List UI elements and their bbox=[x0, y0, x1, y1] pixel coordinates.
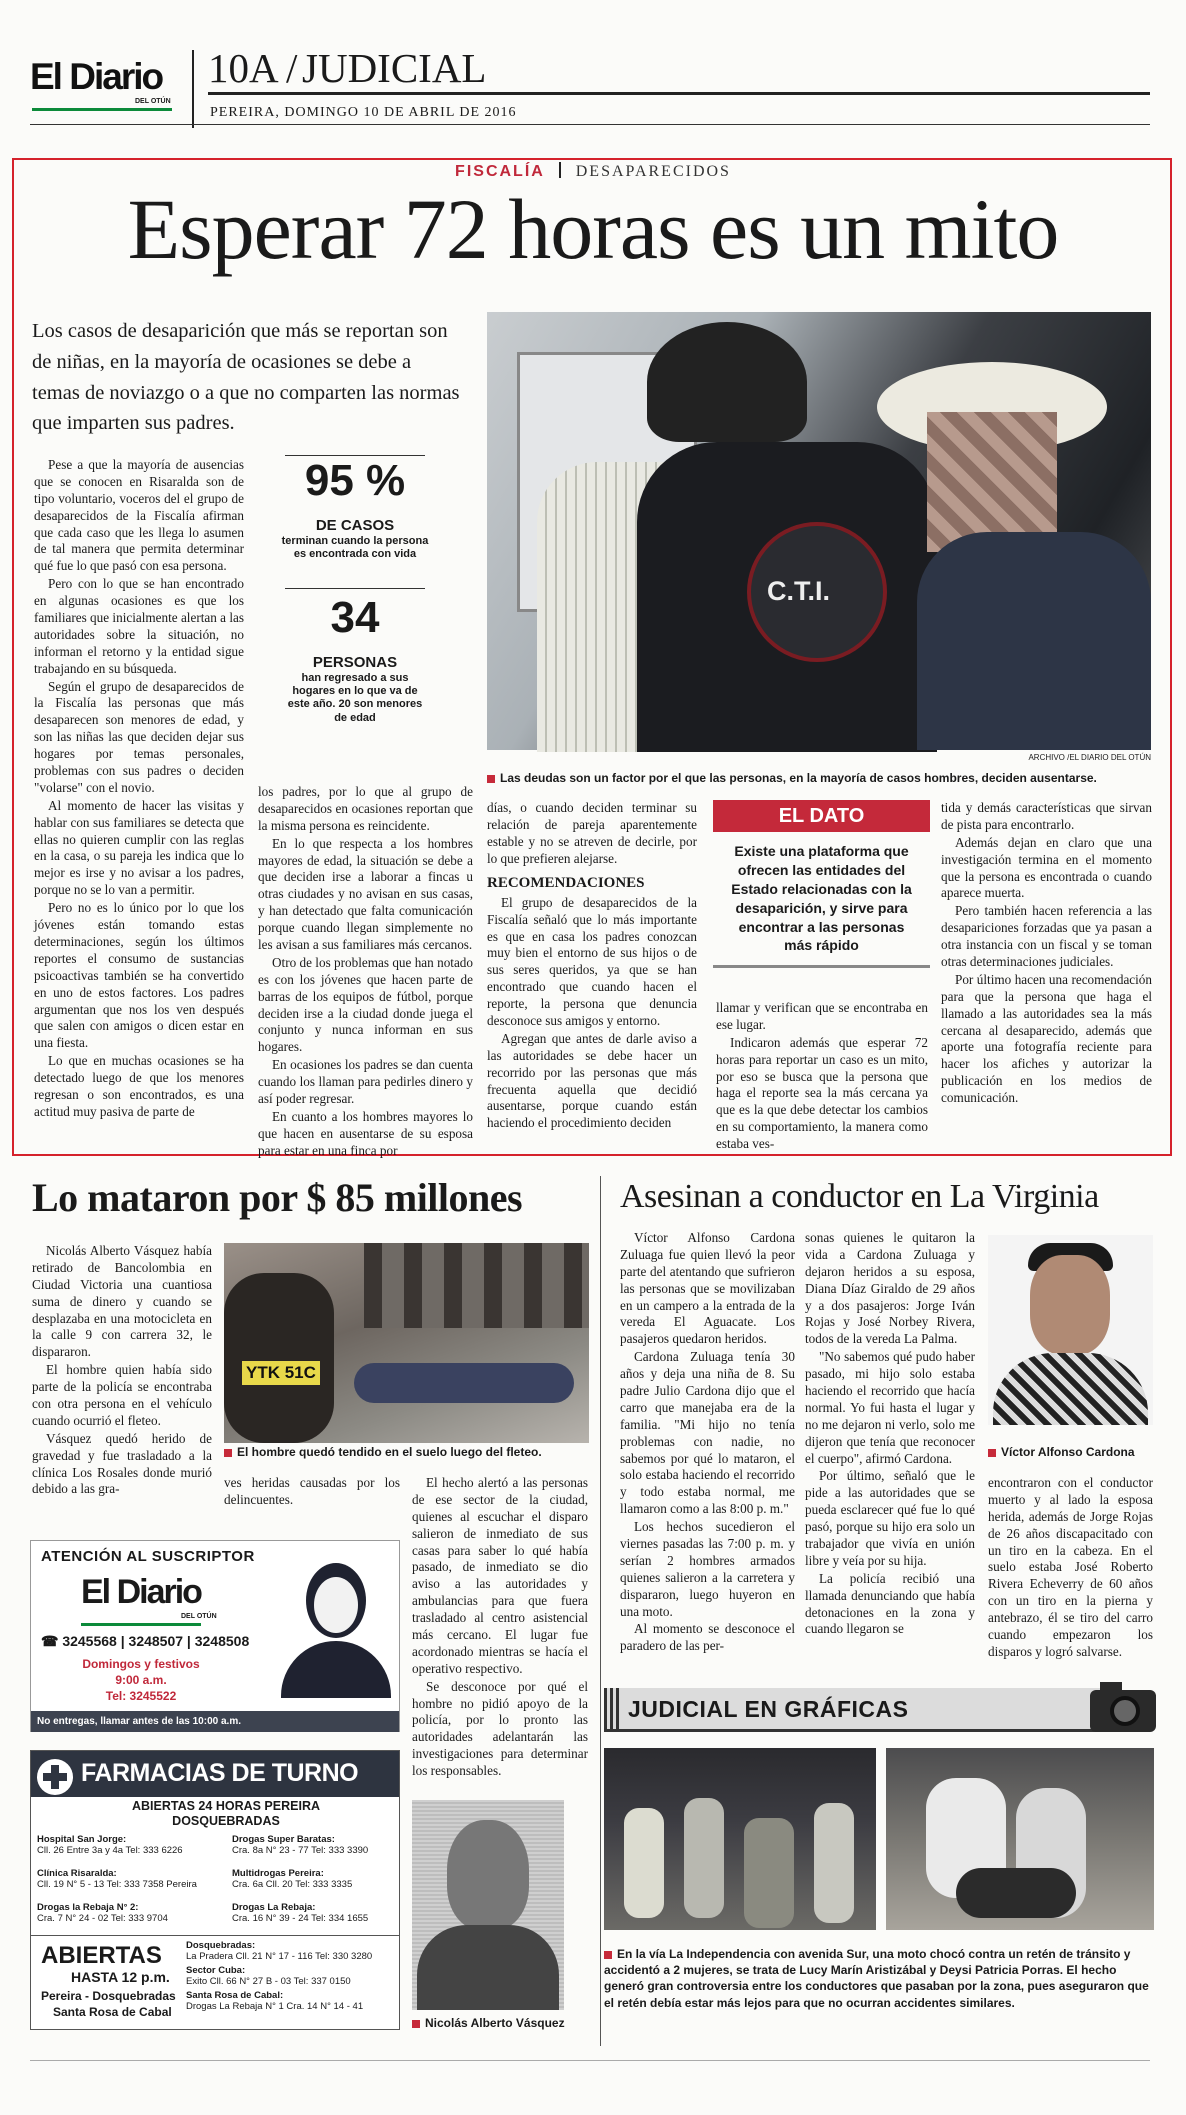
masthead-logo-sub: DEL OTÚN bbox=[135, 98, 171, 105]
stat-34 bbox=[280, 592, 430, 725]
photo-credit: ARCHIVO /EL DIARIO DEL OTÚN bbox=[1028, 753, 1151, 762]
stat1-desc: terminan cuando la persona es encontrada con vida bbox=[281, 534, 429, 561]
ad-suscriptor bbox=[30, 1540, 400, 1732]
el-dato-box bbox=[713, 800, 930, 978]
page-number: 10A bbox=[208, 45, 279, 91]
left-col-1: Nicolás Alberto Vásquez había retirado de Bancolombia en Ciudad Victoria una cuantiosa suma de dinero y cuando se desplazaba en una motocicleta en la calle 9 con carrera 32, le dispararon. El hombre quien había sido parte de la policía se encontraba con otra persona en el vehículo cuando ocurrió el fleteo. Vásquez quedó herido de gravedad y fue trasladado a la clínica Los Rosales donde murió debido a las gra- bbox=[32, 1243, 212, 1497]
farmacia-item: Sector Cuba: Exito Cll. 66 N° 27 B - 03 Tel: 337 0150 bbox=[186, 1964, 351, 1987]
right-headline: Asesinan a conductor en La Virginia bbox=[620, 1178, 1099, 1215]
farmacia-item: Drogas Super Baratas: Cra. 8a N° 23 - 77 Tel: 333 3390 bbox=[232, 1834, 369, 1856]
operator-icon bbox=[281, 1563, 391, 1698]
main-col-3: días, o cuando deciden terminar su relación de pareja aparentemente estable y no se atreven de decirle, por lo que prefieren alejarse. RECOMENDACIONES El grupo de desaparecidos de la Fiscalía señaló que lo más importante es que en casa los padres conozcan muy bien el entorno de sus hijos o de sus seres queridos, ya que se han encontrado que cuando hacen el reporte, la persona que denuncia desconoce sus amigos y entorno. Agregan que antes de darle aviso a las autoridades se debe hacer un recorrido por las personas que más frecuenta aquella que decidió ausentarse, porque cuando están haciendo el procedimiento deciden bbox=[487, 800, 697, 1131]
camera-icon bbox=[1090, 1682, 1156, 1732]
left-headline: Lo mataron por $ 85 millones bbox=[32, 1175, 523, 1220]
ad-suscriptor-logo-sub: DEL OTÚN bbox=[181, 1613, 217, 1620]
ad-suscriptor-phones: ☎ 3245568 | 3248507 | 3248508 bbox=[41, 1633, 250, 1649]
farmacias-abiertas: ABIERTAS bbox=[41, 1942, 162, 1969]
left-caption: El hombre quedó tendido en el suelo luego del fleteo. bbox=[224, 1445, 589, 1460]
el-dato-text: Existe una plataforma que ofrecen las entidades del Estado relacionadas con la desaparición, y sirve para encontrar a las personas más rápido bbox=[731, 843, 912, 954]
kicker-desaparecidos: DESAPARECIDOS bbox=[575, 163, 731, 180]
right-portrait-caption: Víctor Alfonso Cardona bbox=[988, 1445, 1158, 1460]
kicker bbox=[0, 162, 1186, 182]
stat1-label: DE CASOS bbox=[315, 516, 395, 534]
ad-suscriptor-footer: No entregas, llamar antes de las 10:00 a.m. bbox=[31, 1711, 399, 1732]
ad-farmacias bbox=[30, 1750, 400, 2030]
stat1-number: 95 % bbox=[304, 456, 406, 505]
farmacias-title: FARMACIAS DE TURNO bbox=[81, 1759, 359, 1787]
main-col-4: llamar y verifican que se encontraba en ese lugar. Indicaron además que esperar 72 horas para reportar un caso es un mito, por eso se busca que la persona que haga el reporte sea la más cercana ya que es la que debe detectar los cambios en su comportamiento, la manera como estaba ves- bbox=[716, 1000, 928, 1152]
main-lead: Los casos de desaparición que más se reportan son de niñas, en la mayoría de ocasiones se debe a temas de noviazgo o a que no comparten las normas que imparten sus padres. bbox=[32, 320, 460, 435]
left-col-2: ves heridas causadas por los delincuentes. bbox=[224, 1475, 400, 1507]
masthead: El Diario DEL OTÚN 10A / JUDICIAL PEREIRA, DOMINGO 10 DE ABRIL DE 2016 bbox=[30, 50, 1150, 128]
masthead-logo: El Diario bbox=[30, 56, 163, 97]
vest-label: C.T.I. bbox=[767, 576, 831, 606]
farmacia-item: Drogas la Rebaja N° 2: Cra. 7 N° 24 - 02 Tel: 333 9704 bbox=[37, 1902, 168, 1924]
ad-suscriptor-line2: 9:00 a.m. bbox=[115, 1673, 167, 1687]
main-caption: Las deudas son un factor por el que las personas, en la mayoría de casos hombres, deciden ausentarse. bbox=[487, 771, 1151, 786]
main-photo bbox=[487, 312, 1151, 750]
plate-label: YTK 51C bbox=[242, 1361, 320, 1385]
left-portrait-caption: Nicolás Alberto Vásquez bbox=[412, 2016, 592, 2031]
ad-suscriptor-title: ATENCIÓN AL SUSCRIPTOR bbox=[41, 1548, 255, 1565]
right-col-1: Víctor Alfonso Cardona Zuluaga fue quien llevó la peor parte del atentando que sufrieron las personas que se movilizaban en un campero a la entrada de la vereda El Aguacate. Los pasajeros quedaron heridos. Cardona Zuluaga tenía 30 años y deja una niña de 8. Su padre Julio Cardona dijo que el carro que manejaba era de la familia. "Mi hijo no tenía problemas con nadie, no sabemos por qué lo mataron, el solo estaba haciendo el recorrido y todo estaba normal, me llamaron como a las 8:00 p. m." Los hechos sucedieron el viernes pasadas las 7:00 p. m. y serían 2 hombres armados quienes salieron a la carretera y dispararon, luego huyeron en una moto. Al momento se desconoce el paradero de las per- bbox=[620, 1230, 795, 1654]
stat2-number: 34 bbox=[330, 593, 380, 642]
main-headline: Esperar 72 horas es un mito bbox=[127, 181, 1059, 277]
right-portrait bbox=[988, 1235, 1153, 1425]
graficas-title: JUDICIAL EN GRÁFICAS bbox=[628, 1696, 909, 1722]
ad-suscriptor-logo: El Diario bbox=[81, 1573, 201, 1611]
graficas-caption: En la vía La Independencia con avenida Sur, una moto chocó contra un retén de tránsito y accidentó a 2 mujeres, se trata de Lucy Marín Aristizábal y Deysi Patricia Porras. El hecho generó gran controversia entre los conductores que pasaban por la zona, pues aseguraron que el retén debía estar más lejos para que no ocurran accidentes similares. bbox=[604, 1947, 1149, 2010]
farmacias-places2: Santa Rosa de Cabal bbox=[53, 2005, 172, 2019]
left-col-3: El hecho alertó a las personas de ese sector de la ciudad, quienes al escuchar el disparo salieron de inmediato de sus casas para saber lo qué había pasado, de inmediato se dio aviso a las autoridades y ambulancias para que fuera trasladado al centro asistencial más cercano. El lugar fue acordonado mientras se hacía el operativo respectivo. Se desconoce por qué el hombre no pidió apoyo de la policía, por lo pronto las autoridades adelantarán las investigaciones para determinar los responsables. bbox=[412, 1475, 588, 1779]
section-title: JUDICIAL bbox=[302, 45, 487, 91]
farmacia-item: Drogas La Rebaja: Cra. 16 N° 39 - 24 Tel: 334 1655 bbox=[232, 1902, 369, 1924]
main-col-5: tida y demás características que sirvan de pista para encontrarlo. Además dejan en claro que una investigación termina en el momento que la persona es encontrada o cuando aparece muerta. Pero también hacen referencia a las desapariciones forzadas que ya pasan a otra instancia con un fiscal y se toman otras determinaciones judiciales. Por último hacen una recomendación para que la persona que haga el llamado a las autoridades sea la más cercana al desaparecido, además que aporte una fotografía reciente para hacer los afiches y autorizar la publicación en los medios de comunicación. bbox=[941, 800, 1152, 1106]
stat-95 bbox=[280, 455, 430, 561]
main-col-2: los padres, por lo que al grupo de desaparecidos en ocasiones reportan que la misma persona es reincidente. En lo que respecta a los hombres mayores de edad, la situación se debe a que deciden irse a laborar a fincas u otras ciudades y no avisan en sus casas, y han detectado que falta comunicación porque cuando llegan simplemente no les avisan a sus familiares más cercanos. Otro de los problemas que han notado es con los jóvenes que hacen parte de barras de los equipos de fútbol, porque deciden irse a la ciudad donde juega el conjunto y nunca informan en sus hogares. En ocasiones los padres se dan cuenta cuando los llaman para pedirles dinero y así poder regresar. En cuanto a los hombres mayores lo que hacen en ausentarse de su esposa para estar en una finca por bbox=[258, 784, 473, 1158]
farmacia-item: Dosquebradas: La Pradera Cll. 21 N° 17 - 116 Tel: 330 3280 bbox=[186, 1940, 373, 1962]
farmacia-item: Multidrogas Pereira: Cra. 6a Cll. 20 Tel: 333 3335 bbox=[232, 1868, 353, 1890]
kicker-fiscalia: FISCALÍA bbox=[455, 163, 545, 180]
farmacias-hasta: HASTA 12 p.m. bbox=[71, 1969, 170, 1985]
farmacias-subtitle: ABIERTAS 24 HORAS PEREIRA DOSQUEBRADAS bbox=[132, 1799, 320, 1828]
left-portrait bbox=[412, 1800, 564, 2010]
graficas-banner bbox=[604, 1688, 1109, 1732]
right-col-2: sonas quienes le quitaron la vida a Cardona Zuluaga y dejaron heridos a su esposa, Diana Díaz Giraldo de 29 años y a dos pasajeros: Jorge Iván Rojas y José Norbey Rivera, todos de la vereda La Palma. "No sabemos qué pudo haber pasado, mi hijo solo estaba haciendo el recorrido que hacía normal. Yo fui hasta el lugar y no me dejaron ni verlo, solo me dijeron que tenía que reconocer el cuerpo", afirmó Cardona. Por último, señaló que le pide a las autoridades que se pueda esclarecer qué fue lo qué pasó, porque su hijo era solo un trabajador que vivía en unión libre y veía por su hija. La policía recibió una llamada denunciando que había detonaciones en la zona y cuando llegaron se bbox=[805, 1230, 975, 1637]
ad-suscriptor-line3: Tel: 3245522 bbox=[105, 1689, 177, 1703]
right-col-3: encontraron con el conductor muerto y al lado la esposa herida, además de Jorge Rojas de 26 años discapacitado con un tiro en la cabeza. En el suelo estaba José Roberto Rivera Echeverry de 60 años con un tiro en la pierna y antebrazo, él se tiro del carro cuando empezaron los disparos y logró salvarse. bbox=[988, 1475, 1153, 1659]
farmacias-places1: Pereira - Dosquebradas bbox=[41, 1989, 176, 2003]
dateline: PEREIRA, DOMINGO 10 DE ABRIL DE 2016 bbox=[210, 105, 517, 120]
ad-suscriptor-line1: Domingos y festivos bbox=[82, 1657, 200, 1671]
farmacia-item: Santa Rosa de Cabal: Drogas La Rebaja N° 1 Cra. 14 N° 14 - 41 bbox=[186, 1989, 364, 2012]
cross-icon bbox=[37, 1759, 73, 1795]
subhead-recomendaciones: RECOMENDACIONES bbox=[487, 874, 645, 891]
stat2-label: PERSONAS bbox=[312, 653, 398, 671]
left-photo bbox=[224, 1243, 589, 1443]
farmacia-item: Clínica Risaralda: Cll. 19 N° 5 - 13 Tel: 333 7358 Pereira bbox=[37, 1868, 197, 1890]
farmacia-item: Hospital San Jorge: Cll. 26 Entre 3a y 4a Tel: 333 6226 bbox=[37, 1834, 183, 1856]
graficas-photo-1 bbox=[604, 1748, 876, 1930]
stat2-desc: han regresado a sus hogares en lo que va de este año. 20 son menores de edad bbox=[287, 671, 423, 724]
phone-icon: ☎ bbox=[41, 1633, 63, 1649]
graficas-photo-2 bbox=[886, 1748, 1154, 1930]
el-dato-title: EL DATO bbox=[713, 800, 930, 832]
main-col-1: Pese a que la mayoría de ausencias que se conocen en Risaralda son de tipo voluntario, voceros del el grupo de desaparecidos de la Fiscalía afirman que cada caso que les llega lo asumen de tal manera que permita determinar qué fue lo que pasó con esa persona. Pero con lo que se han encontrado en algunas ocasiones es que los familiares que inicialmente alertan a las autoridades sobre la situación, no informan el retorno y la entidad sigue trabajando en su búsqueda. Según el grupo de desaparecidos de la Fiscalía las personas que más desaparecen son menores de edad, y son las niñas las que deciden dejar sus hogares por temas personales, problemas con sus padres o deciden "volarse" con el novio. Al momento de hacer las visitas y hablar con sus familiares se detecta que ellas no quieren cumplir con las reglas en la casa, o su pareja les indica que lo mejor es irse y no avisar a los padres, porque no se lo van a permitir. Pero no es lo único por lo que los jóvenes están tomando estas determinaciones, según los últimos reportes el consumo de sustancias psicoactivas también se ha convertido en uno de estos factores. Los padres argumentan que nos los ven después que salen con amigos o dicen estar en una fiesta. Lo que en muchas ocasiones se ha detectado luego de que los menores regresan o son encontrados, es una actitud muy pasiva de parte de bbox=[34, 457, 244, 1119]
